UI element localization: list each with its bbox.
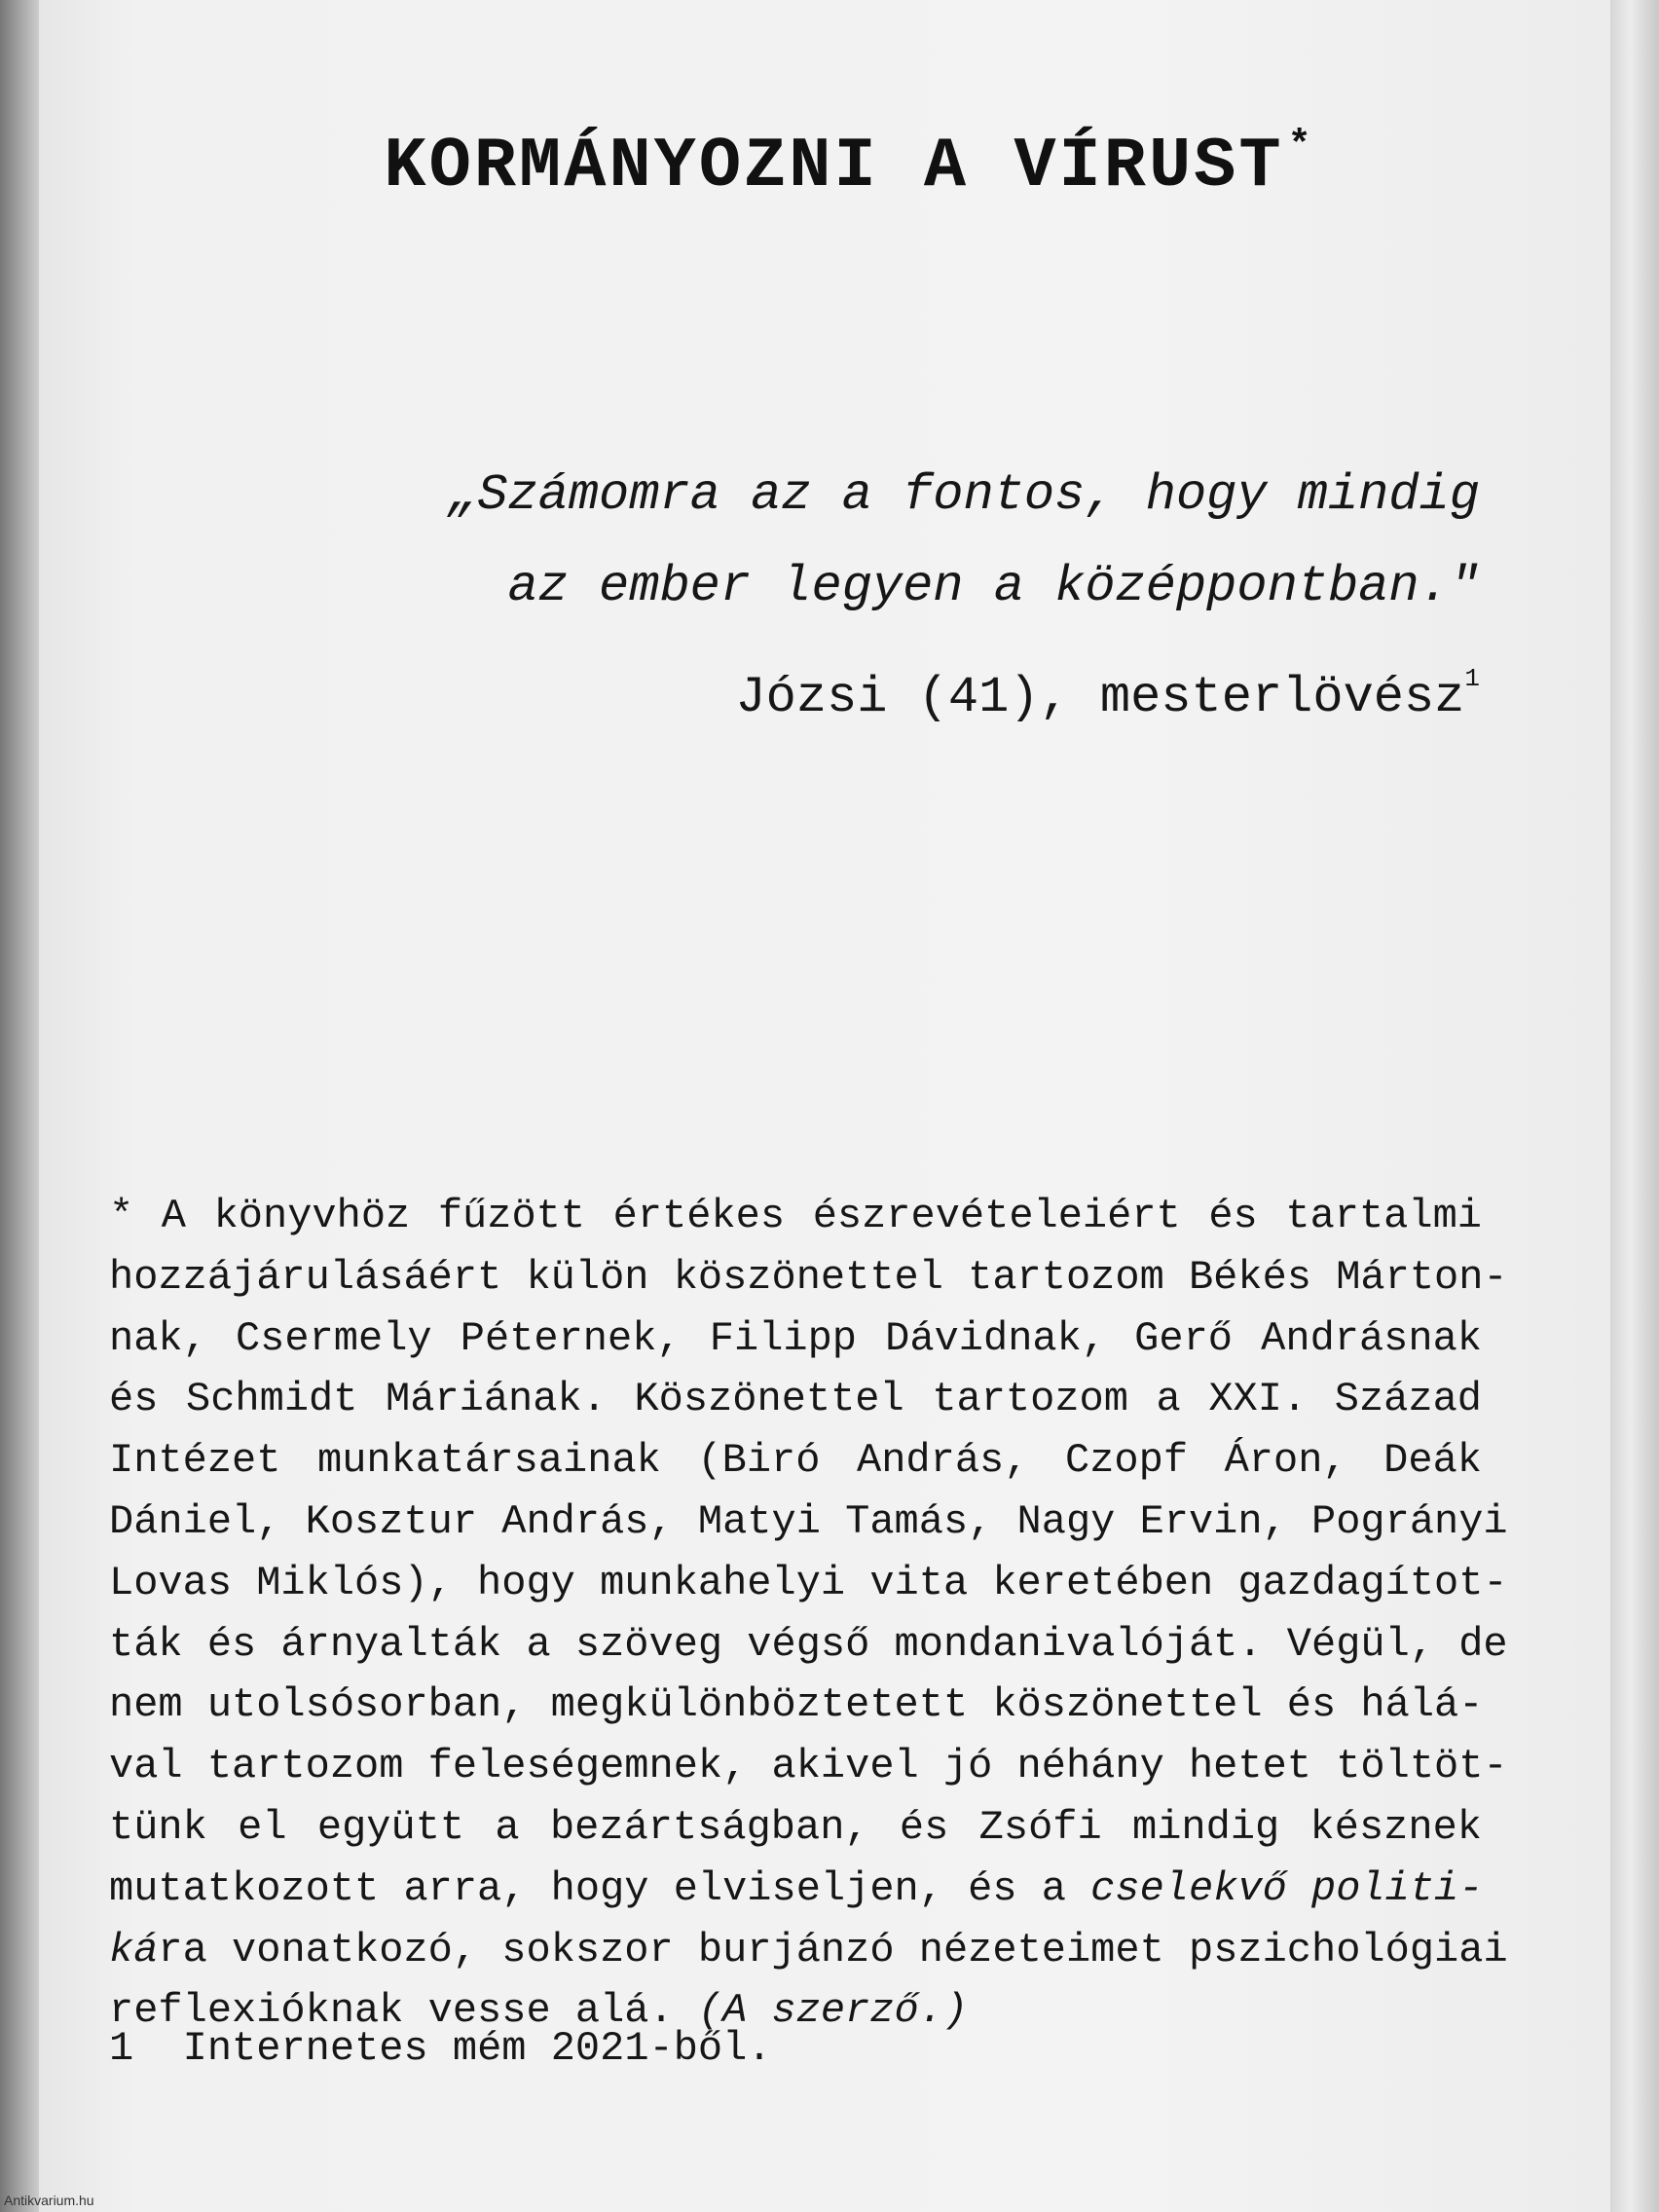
footnote-line: * A könyvhöz fűzött értékes észrevételeiért és tartalmi — [109, 1193, 1482, 1239]
footnote-1-text: Internetes mém 2021-ből. — [182, 2025, 772, 2072]
footnote-line: tünk el együtt a bezártságban, és Zsófi mindig késznek — [109, 1803, 1482, 1851]
footnote-line: Intézet munkatársainak (Biró András, Czopf Áron, Deák — [109, 1437, 1482, 1485]
footnote-line: Dániel, Kosztur András, Matyi Tamás, Nagy Ervin, Pogrányi — [109, 1497, 1508, 1545]
epigraph-line-1: „Számomra az a fontos, hogy mindig — [447, 466, 1480, 524]
footnote-line-13: kára vonatkozó, sokszor burjánzó nézeteimet pszichológiai — [109, 1926, 1508, 1973]
footnote-1-number: 1 — [109, 2025, 134, 2072]
footnote-line: hozzájárulásáért külön köszönettel tartozom Békés Márton- — [109, 1253, 1508, 1301]
footnote-1 — [109, 2025, 772, 2072]
footnote-line: val tartozom feleségemnek, akivel jó néhány hetet töltöt- — [109, 1743, 1508, 1790]
epigraph-line-2: az ember legyen a középpontban." — [507, 558, 1480, 615]
footnote-line: ták és árnyalták a szöveg végső mondanivalóját. Végül, de — [109, 1620, 1508, 1668]
watermark: Antikvarium.hu — [4, 2193, 94, 2208]
footnote-line: Lovas Miklós), hogy munkahelyi vita keretében gazdagítot- — [109, 1559, 1508, 1606]
page-edge-right — [1610, 0, 1659, 2212]
title-footnote-marker: * — [1287, 125, 1314, 168]
footnote-line: nem utolsósorban, megkülönböztetett köszönettel és hálá- — [109, 1681, 1484, 1729]
footnote-line: és Schmidt Máriának. Köszönettel tartozom a XXI. Század — [109, 1376, 1482, 1423]
epigraph-footnote-ref: 1 — [1464, 664, 1480, 693]
epigraph — [447, 450, 1480, 744]
chapter-title: KORMÁNYOZNI A VÍRUST * — [384, 125, 1314, 206]
acknowledgement-footnote — [109, 1186, 1508, 2042]
footnote-line: nak, Csermely Péternek, Filipp Dávidnak, Gerő Andrásnak — [109, 1314, 1482, 1362]
footnote-line-12: mutatkozott arra, hogy elviseljen, és a cselekvő politi- — [109, 1864, 1484, 1912]
epigraph-source: Józsi (41), mesterlövész$^1$ — [735, 664, 1480, 726]
footnote-line-14: reflexióknak vesse alá. (A szerző.) — [109, 1987, 969, 2035]
book-page — [39, 0, 1612, 2212]
